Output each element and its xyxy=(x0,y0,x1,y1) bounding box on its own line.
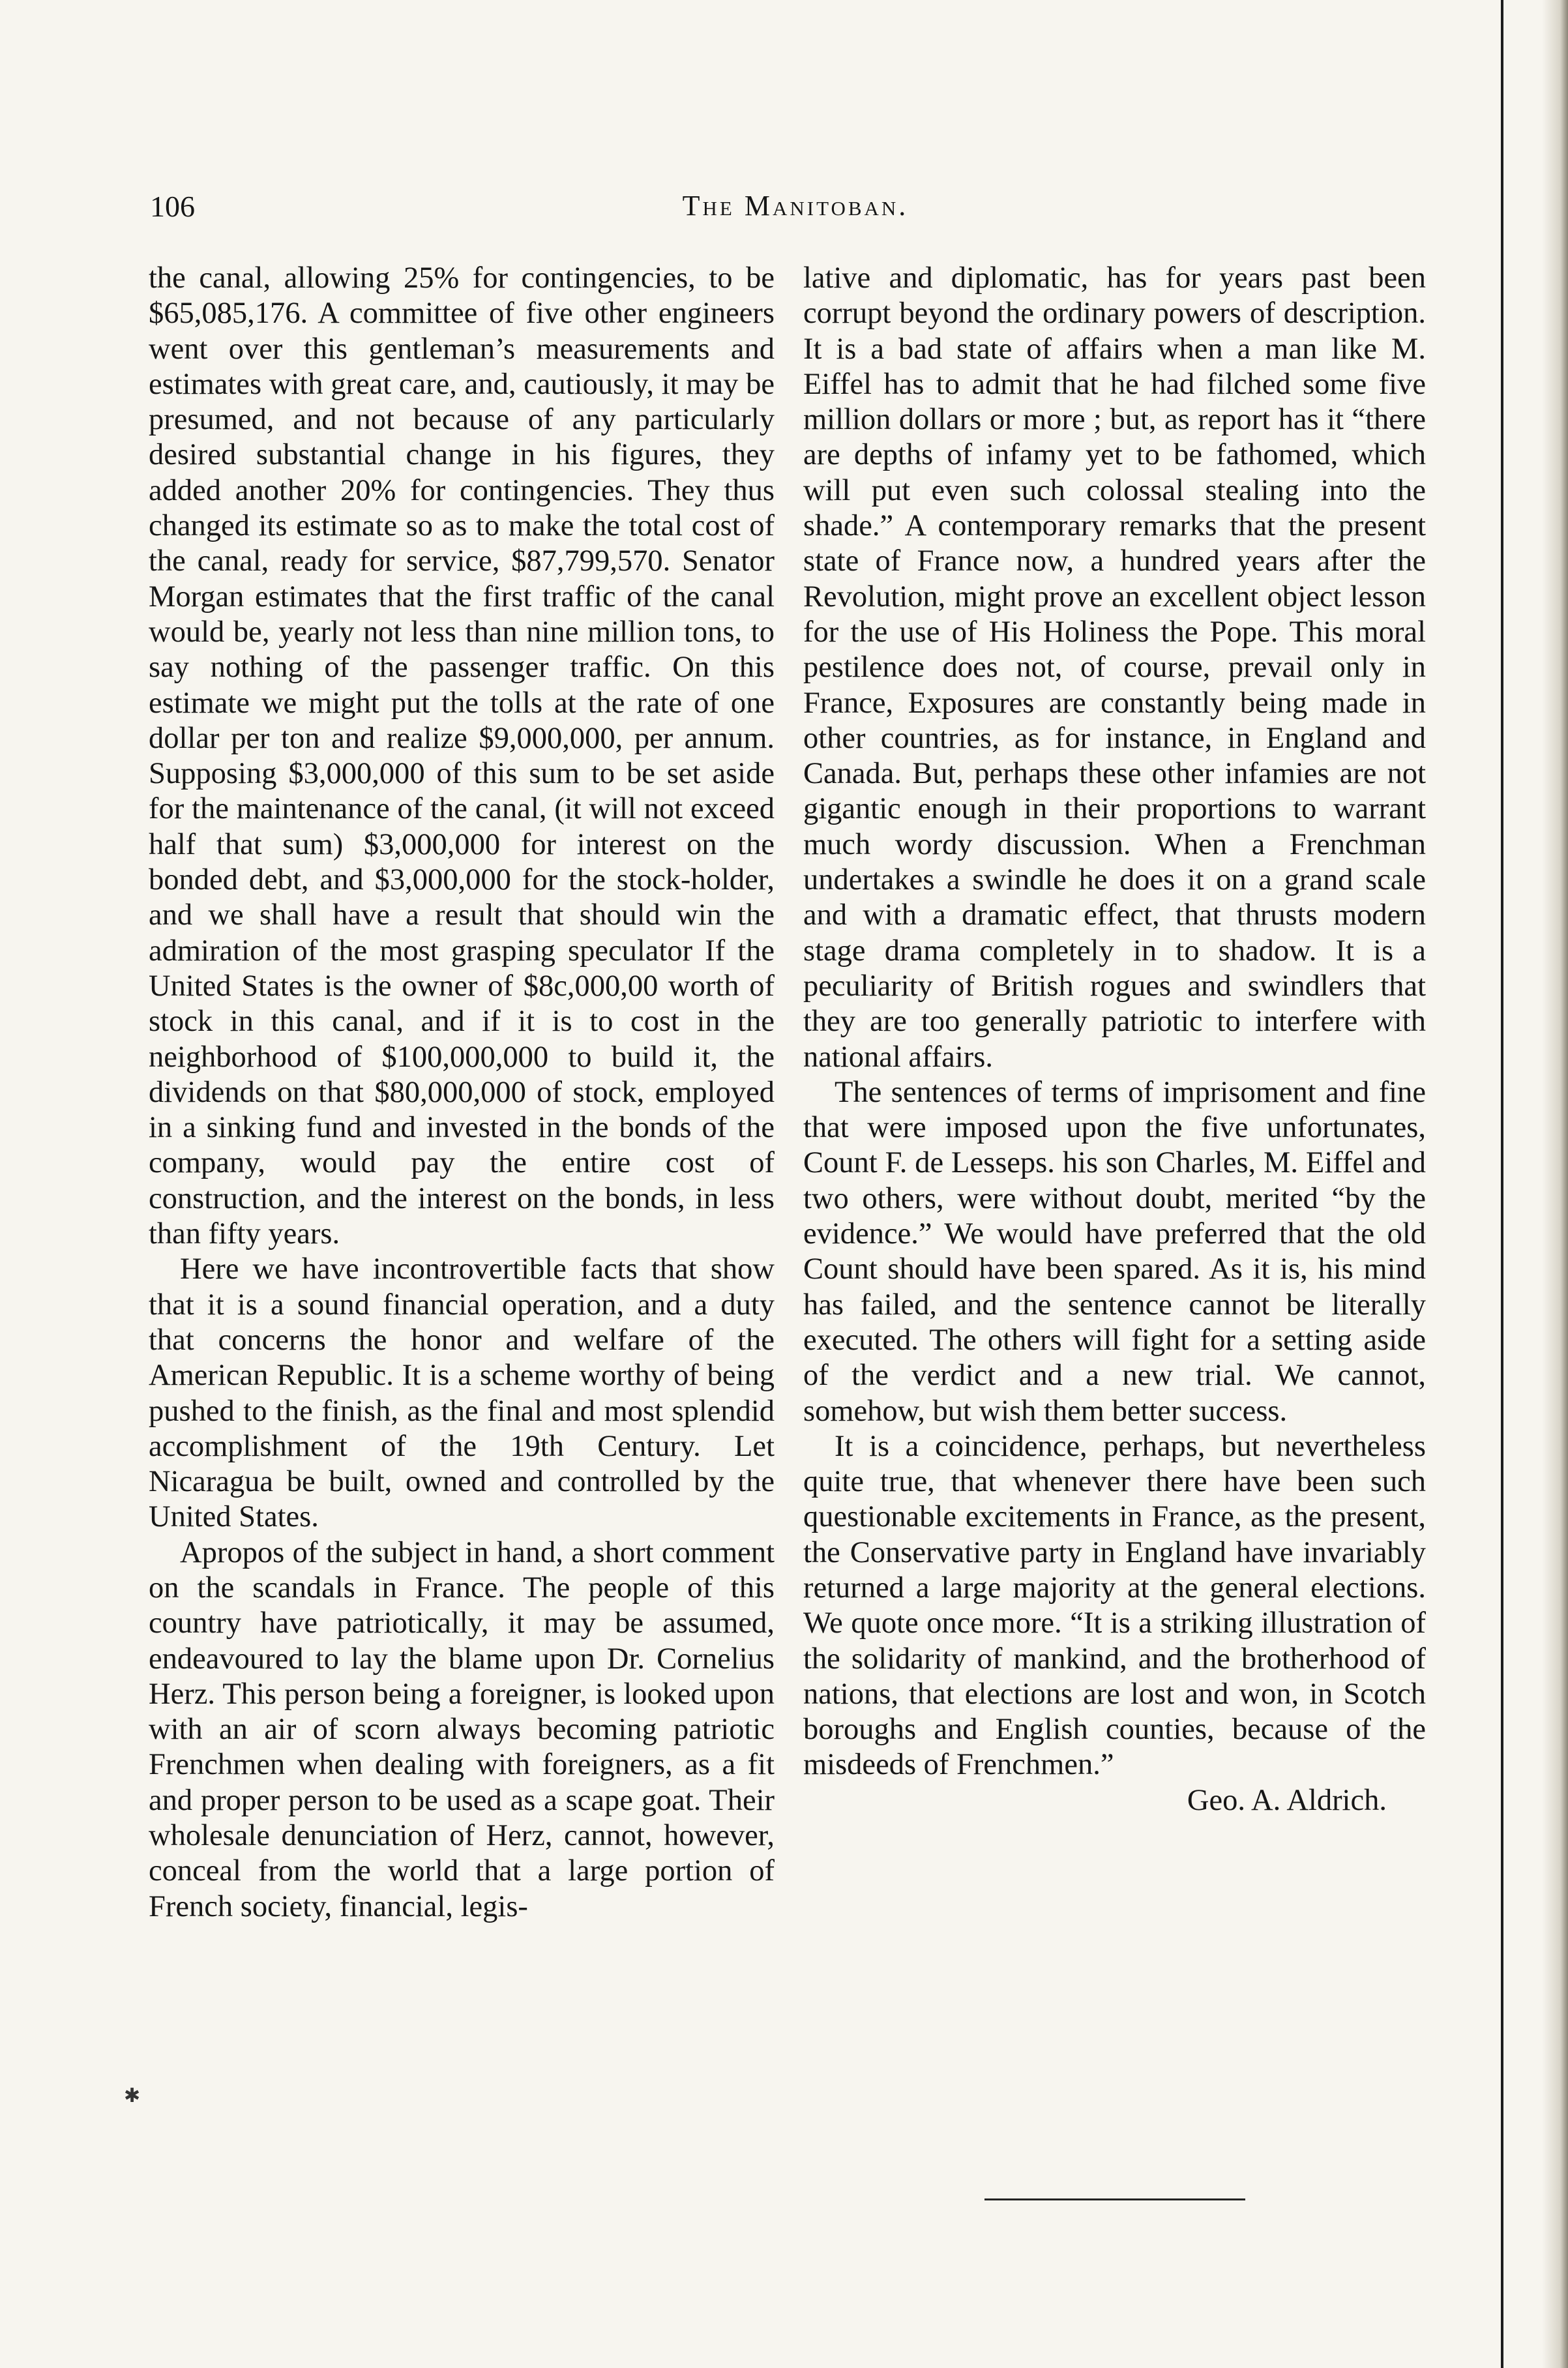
closing-rule xyxy=(984,2198,1245,2200)
margin-mark: ✱ xyxy=(124,2085,141,2107)
right-paragraph-1: lative and diplomatic, has for years past been corrupt beyond the ordinary powers of description. It is a bad state of affairs when a man like M. Eiffel has to admit that he had filched some five million dollars or more ; but, as report has it “there are depths of infamy yet to be fathomed, which will put even such colossal stealing into the shade.” A contemporary remarks that the present state of France now, a hundred years after the Revolution, might prove an excellent object lesson for the use of His Holiness the Pope. This moral pestilence does not, of course, prevail only in France, Exposures are constantly being made in other countries, as for instance, in England and Canada. But, perhaps these other infamies are not gigantic enough in their proportions to warrant much wordy discussion. When a Frenchman undertakes a swindle he does it on a grand scale and with a dramatic effect, that thrusts modern stage drama completely in to shadow. It is a peculiarity of British rogues and swindlers that they are too generally patriotic to interfere with national affairs. xyxy=(803,261,1426,1074)
page-number: 106 xyxy=(150,190,195,223)
left-paragraph-3: Apropos of the subject in hand, a short comment on the scandals in France. The people of this country have patriotically, it may be assumed, endeavoured to lay the blame upon Dr. Cornelius Herz. This person being a foreigner, is looked upon with an air of scorn always becoming patriotic Frenchmen when dealing with foreigners, as a fit and proper person to be used as a scape goat. Their wholesale denunciation of Herz, cannot, however, conceal from the world that a large portion of French society, financial, legis- xyxy=(149,1535,775,1923)
page-edge-shadow xyxy=(1542,0,1568,2368)
running-title: The Manitoban. xyxy=(682,190,909,222)
right-paragraph-3: It is a coincidence, perhaps, but nevertheless quite true, that whenever there have been such questionable excitements in France, as the present, the Conservative party in England have invariably returned a large majority at the general elections. We quote once more. “It is a striking illustration of the solidarity of mankind, and the brotherhood of nations, that elections are lost and won, in Scotch boroughs and English counties, because of the misdeeds of Frenchmen.” xyxy=(803,1429,1426,1782)
author-signature: Geo. A. Aldrich. xyxy=(1187,1783,1387,1817)
page-header xyxy=(150,189,1441,241)
page-edge-line xyxy=(1501,0,1503,2368)
left-paragraph-2: Here we have incontrovertible facts that show that it is a sound financial operation, and a duty that concerns the honor and welfare of the American Republic. It is a scheme worthy of being pushed to the finish, as the final and most splendid accomplishment of the 19th Century. Let Nicaragua be built, owned and controlled by the United States. xyxy=(149,1252,775,1534)
left-column xyxy=(149,261,775,1925)
right-column xyxy=(803,261,1426,1818)
left-paragraph-1: the canal, allowing 25% for contingencies, to be $65,085,176. A committee of five other engineers went over this gentleman’s measurements and estimates with great care, and, cautiously, it may be presumed, and not because of any particularly desired substantial change in his figures, they added another 20% for contingencies. They thus changed its estimate so as to make the total cost of the canal, ready for service, $87,799,570. Senator Morgan estimates that the first traffic of the canal would be, yearly not less than nine million tons, to say nothing of the passenger traffic. On this estimate we might put the tolls at the rate of one dollar per ton and realize $9,000,000, per annum. Supposing $3,000,000 of this sum to be set aside for the maintenance of the canal, (it will not exceed half that sum) $3,000,000 for interest on the bonded debt, and $3,000,000 for the stock-holder, and we shall have a result that should win the admiration of the most grasping speculator If the United States is the owner of $8c,000,00 worth of stock in this canal, and if it is to cost in the neighborhood of $100,000,000 to build it, the dividends on that $80,000,000 of stock, employed in a sinking fund and invested in the bonds of the company, would pay the entire cost of construction, and the interest on the bonds, in less than fifty years. xyxy=(149,261,775,1251)
right-paragraph-2: The sentences of terms of imprisoment and fine that were imposed upon the five unfortunates, Count F. de Lesseps. his son Charles, M. Eiffel and two others, were without doubt, merited “by the evidence.” We would have preferred that the old Count should have been spared. As it is, his mind has failed, and the sentence cannot be literally executed. The others will fight for a setting aside of the verdict and a new trial. We cannot, somehow, but wish them better success. xyxy=(803,1075,1426,1428)
